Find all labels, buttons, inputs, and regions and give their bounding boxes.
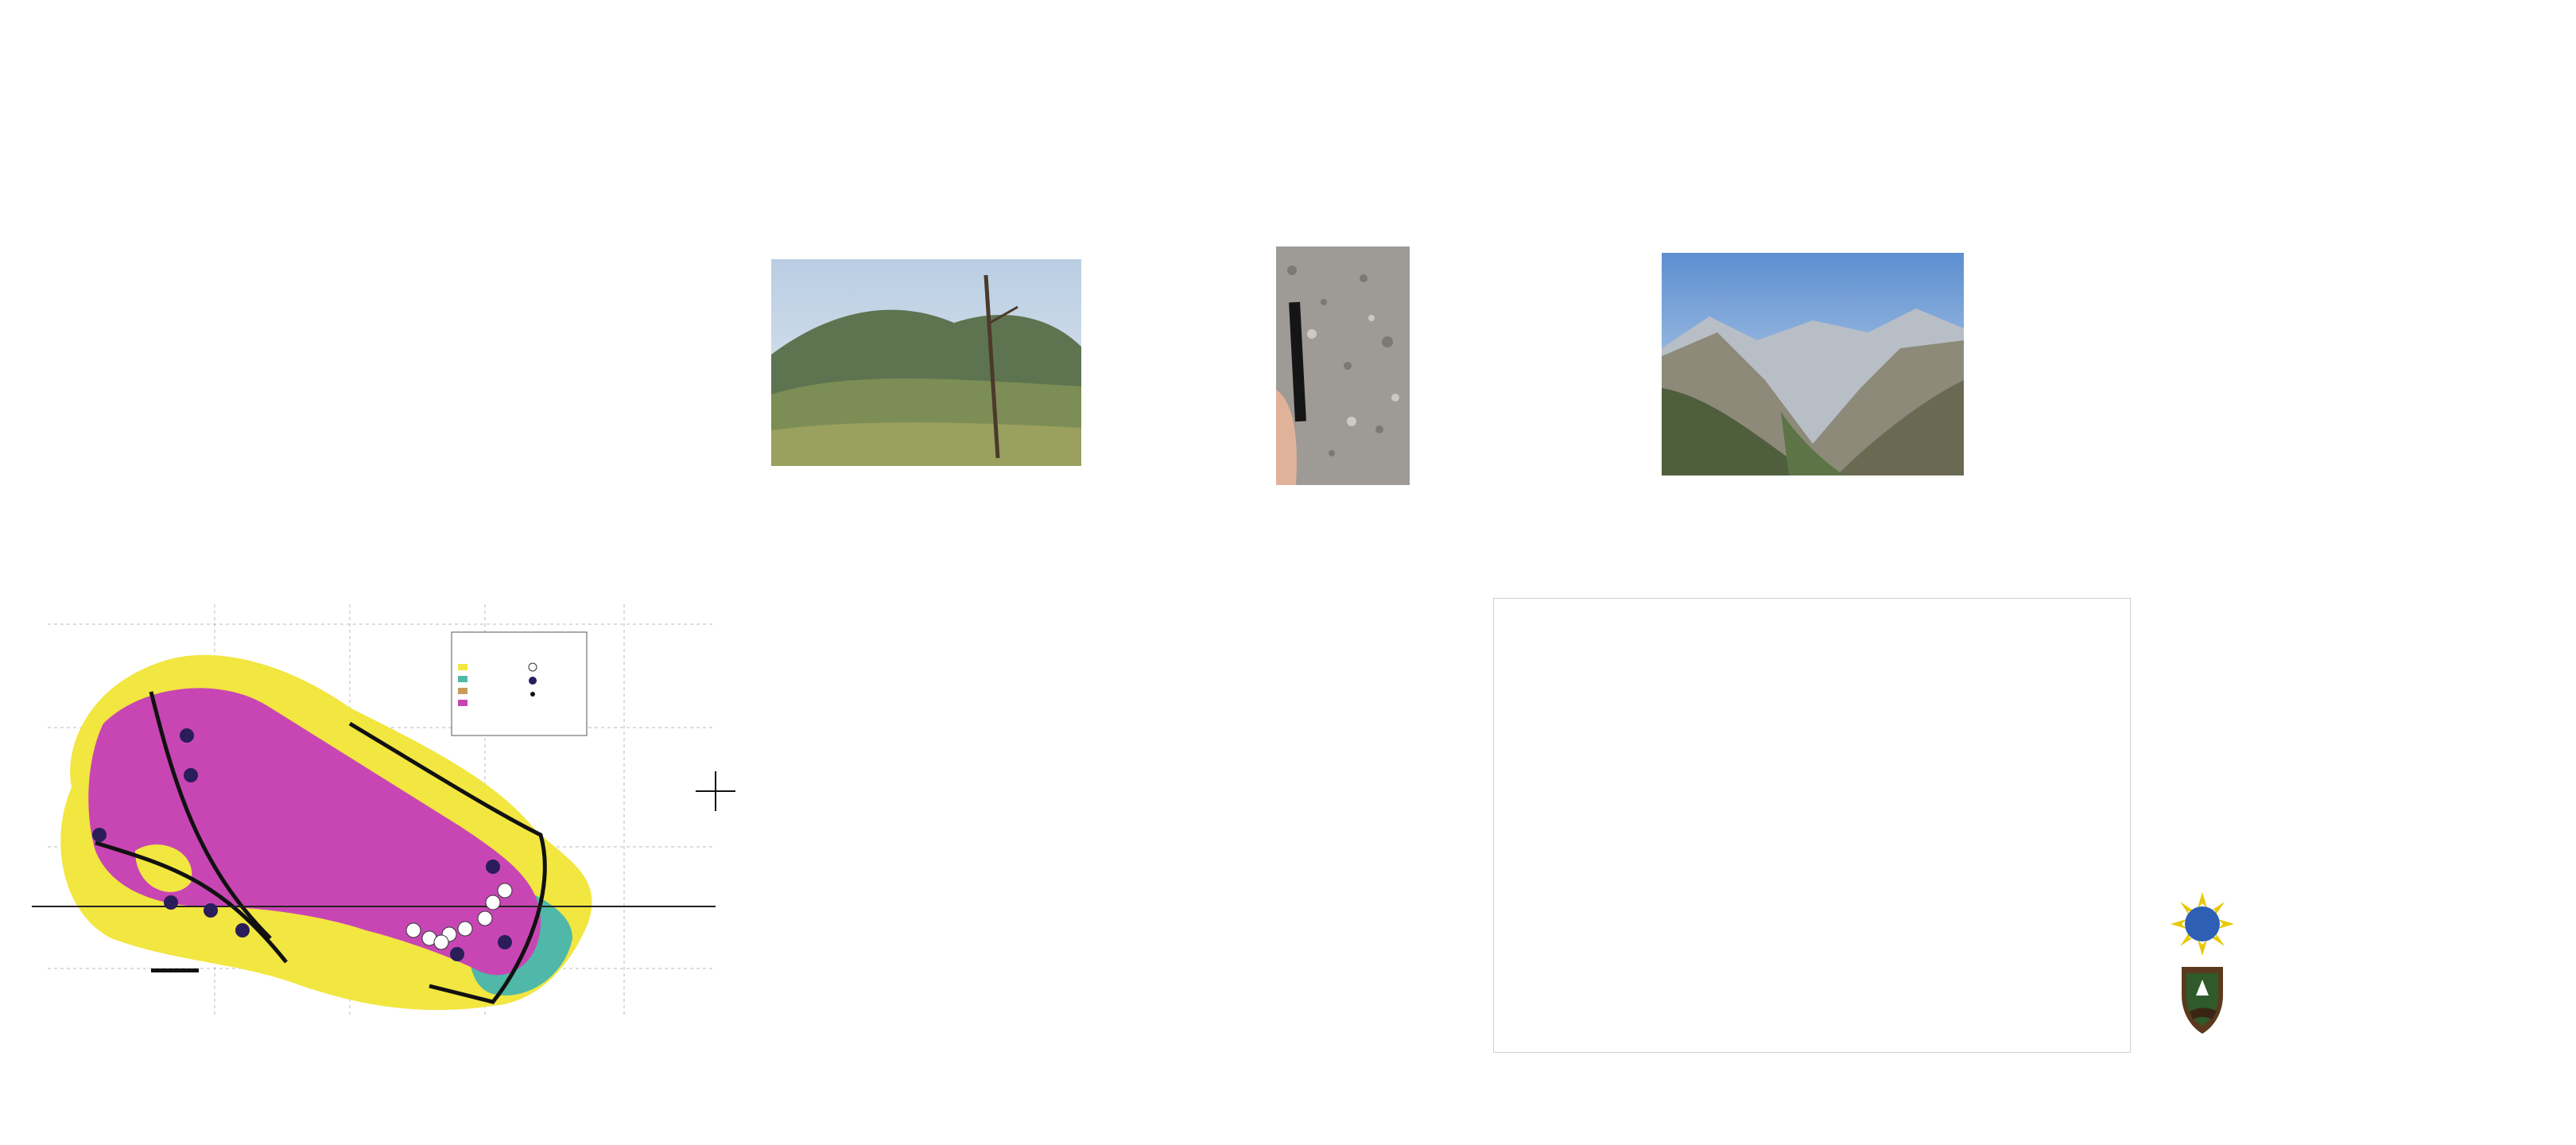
photo-glaciated-valleys (1662, 253, 1964, 475)
map-scale-bar (151, 968, 199, 972)
nsf-logo (2171, 892, 2234, 956)
geologic-map-svg (16, 588, 755, 1034)
chart-apatite-box (803, 590, 1352, 1059)
chart-apatite (803, 590, 1352, 1059)
photo-yellowstone-canyon (771, 259, 1081, 466)
nps-logo (2177, 964, 2228, 1035)
chart-fission (1494, 599, 2130, 1052)
chart-fission-box (1493, 598, 2131, 1053)
photo-granite-sample (1276, 246, 1410, 485)
geologic-map (16, 588, 755, 1034)
map-legend-box (452, 632, 587, 736)
